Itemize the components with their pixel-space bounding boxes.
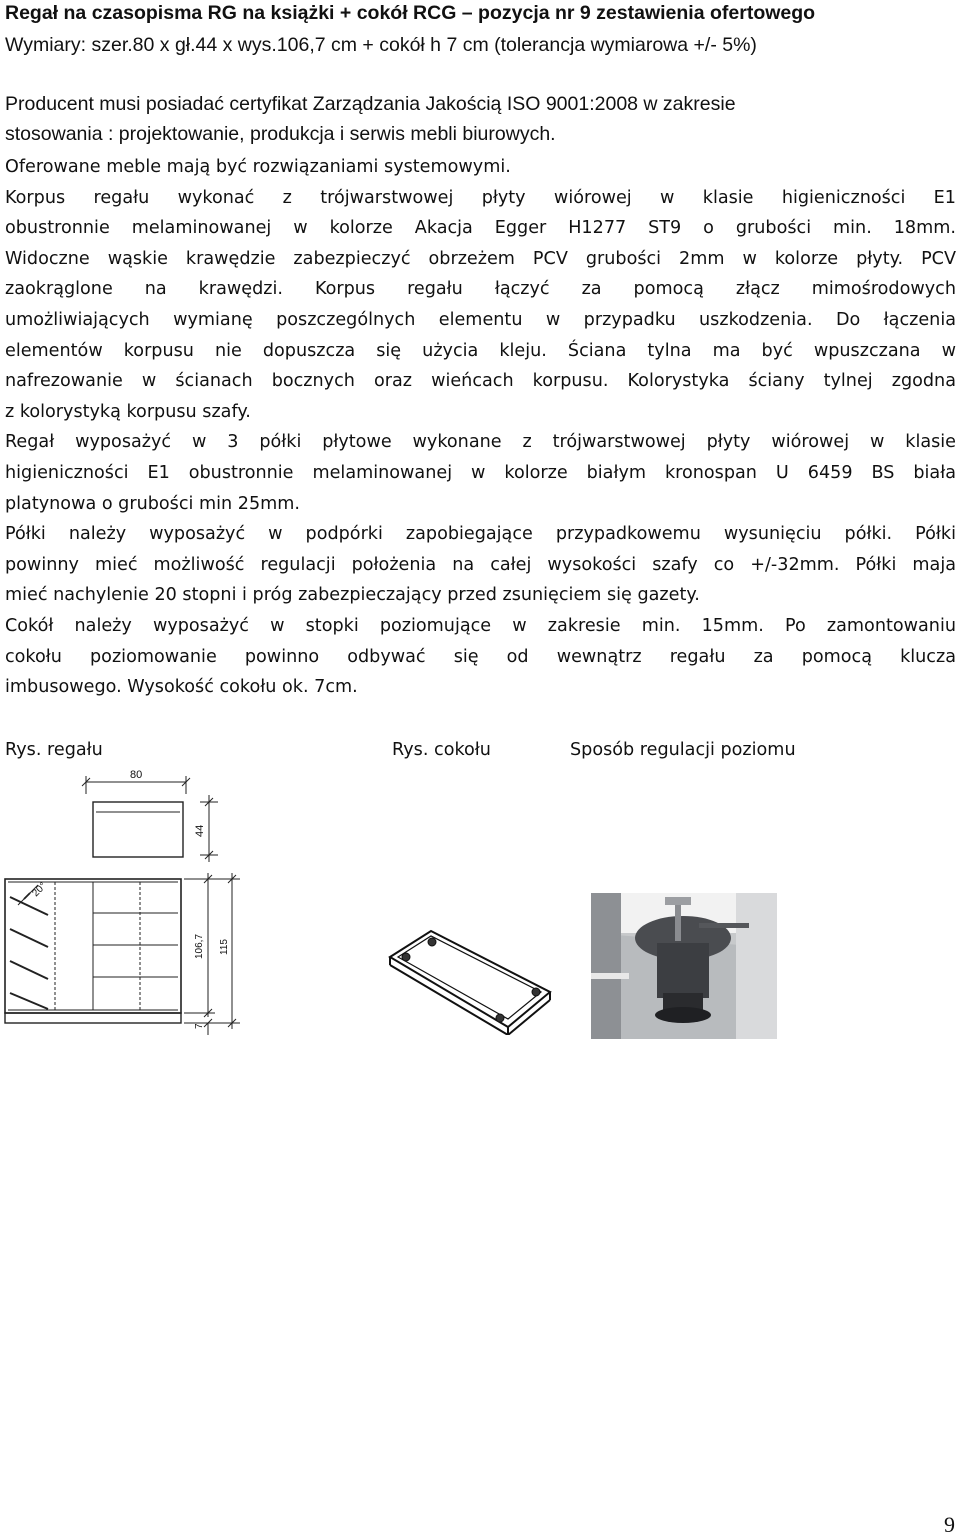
caption-shelf: Rys. regału xyxy=(5,740,103,760)
body-line: Regał wyposażyć w 3 półki płytowe wykonane z trójwarstwowej płyty wiórowej w klasie xyxy=(5,432,956,453)
leveling-photo xyxy=(591,893,777,1039)
leveling-foot-marker xyxy=(532,988,540,996)
dimension-label-plinth-height: 7 xyxy=(194,1023,205,1029)
body-line: Półki należy wyposażyć w podpórki zapobiegające przypadkowemu wysunięciu półki. Półki xyxy=(5,524,956,545)
body-line: elementów korpusu nie dopuszcza się użycia kleju. Ściana tylna ma być wpuszczana w xyxy=(5,340,956,361)
document-title: Regał na czasopisma RG na książki + cokół RCG – pozycja nr 9 zestawienia ofertowego xyxy=(5,2,816,24)
caption-leveling: Sposób regulacji poziomu xyxy=(570,740,796,760)
body-line: mieć nachylenie 20 stopni i próg zabezpieczający przed zsunięciem się gazety. xyxy=(5,585,700,606)
plinth-outline xyxy=(5,1013,181,1023)
body-line: nafrezowanie w ścianach bocznych oraz wieńcach korpusu. Kolorystyka ściany tylnej zgodna xyxy=(5,371,956,392)
body-line: higieniczności E1 obustronnie melaminowanej w kolorze białym kronospan U 6459 BS biała xyxy=(5,462,956,483)
dimension-label-depth: 44 xyxy=(194,824,206,837)
leveling-photo-illustration xyxy=(591,893,777,1039)
body-line: cokołu poziomowanie powinno odbywać się od wewnątrz regału za pomocą klucza xyxy=(5,646,956,667)
caption-plinth: Rys. cokołu xyxy=(392,740,491,760)
body-line: obustronnie melaminowanej w kolorze Akacja Egger H1277 ST9 o grubości min. 18mm. xyxy=(5,218,956,239)
body-line: Cokół należy wyposażyć w stopki poziomujące w zakresie min. 15mm. Po zamontowaniu xyxy=(5,615,956,636)
leveling-foot-marker xyxy=(496,1014,504,1022)
certification-line: stosowania : projektowanie, produkcja i serwis mebli biurowych. xyxy=(5,123,556,145)
dimension-label-total-height: 115 xyxy=(219,939,230,955)
body-line: z kolorystyką korpusu szafy. xyxy=(5,401,251,422)
page-number: 9 xyxy=(944,1512,955,1537)
body-line: Widoczne wąskie krawędzie zabezpieczyć obrzeżem PCV grubości 2mm w kolorze płyty. PCV xyxy=(5,248,956,269)
leveling-foot-marker xyxy=(428,938,436,946)
certification-paragraph xyxy=(5,89,955,149)
dimension-label-width: 80 xyxy=(130,769,143,781)
body-line: imbusowego. Wysokość cokołu ok. 7cm. xyxy=(5,677,358,698)
body-line: Oferowane meble mają być rozwiązaniami systemowymi. xyxy=(5,157,511,177)
body-line: platynowa o grubości min 25mm. xyxy=(5,493,301,514)
top-view-outline xyxy=(93,802,183,857)
angle-label: 20° xyxy=(30,880,49,900)
body-line: zaokrąglone na krawędzi. Korpus regału łączyć za pomocą złącz mimośrodowych xyxy=(5,279,956,300)
body-line: powinny mieć możliwość regulacji położenia na całej wysokości szafy co +/-32mm. Półki maja xyxy=(5,554,956,575)
shelf-drawing xyxy=(0,765,250,1040)
dimension-label-body-height: 106,7 xyxy=(194,933,205,959)
body-line: umożliwiających wymianę poszczególnych elementu w przypadku uszkodzenia. Do łączenia xyxy=(5,309,956,330)
leveling-foot-marker xyxy=(402,953,410,961)
certification-line: Producent musi posiadać certyfikat Zarządzania Jakością ISO 9001:2008 w zakresie xyxy=(5,93,736,115)
specification-text xyxy=(5,152,956,703)
plinth-drawing xyxy=(386,925,556,1035)
dimensions-line: Wymiary: szer.80 x gł.44 x wys.106,7 cm + cokół h 7 cm (tolerancja wymiarowa +/- 5%) xyxy=(5,34,757,56)
body-line: Korpus regału wykonać z trójwarstwowej płyty wiórowej w klasie higieniczności E1 xyxy=(5,187,956,208)
